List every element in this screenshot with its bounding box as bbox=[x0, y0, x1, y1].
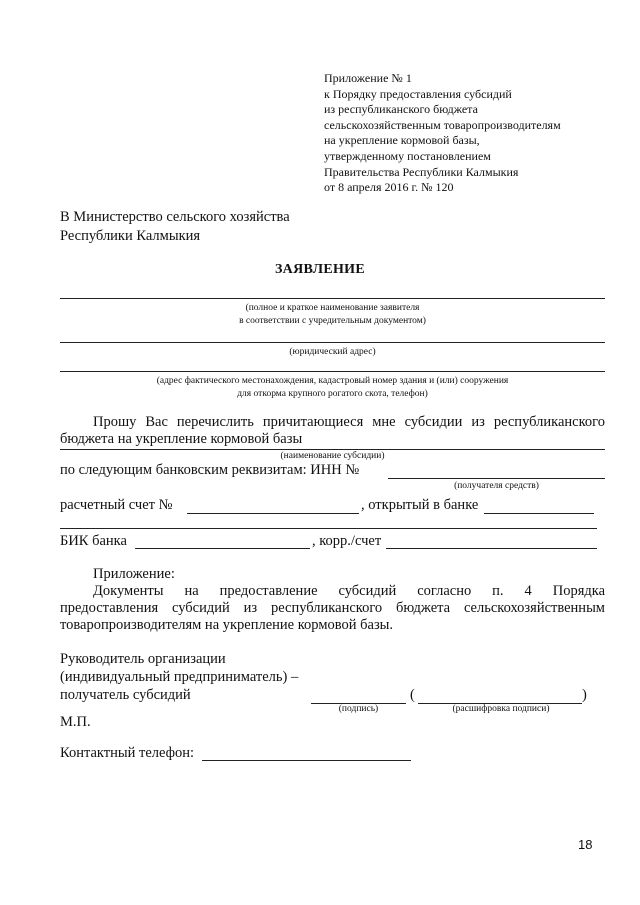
signature-line-2: (индивидуальный предприниматель) – bbox=[60, 669, 299, 685]
addressee-line-1: В Министерство сельского хозяйства bbox=[60, 209, 290, 225]
legal-address-caption: (юридический адрес) bbox=[289, 347, 376, 357]
bik-field[interactable] bbox=[135, 548, 310, 549]
appendix-line: от 8 апреля 2016 г. № 120 bbox=[324, 180, 454, 195]
stamp-label: М.П. bbox=[60, 714, 91, 730]
contact-phone-field[interactable] bbox=[202, 760, 411, 761]
bank-name-field-continued[interactable] bbox=[60, 528, 597, 529]
account-label: расчетный счет № bbox=[60, 497, 173, 513]
applicant-name-field[interactable] bbox=[60, 298, 605, 299]
attachment-line-2: предоставления субсидий из республиканского бюджета сельскохозяйственным bbox=[60, 600, 605, 616]
appendix-block bbox=[324, 71, 561, 196]
appendix-line: утвержденному постановлением bbox=[324, 148, 491, 163]
bank-name-field[interactable] bbox=[484, 513, 594, 514]
recipient-caption: (получателя средств) bbox=[454, 481, 539, 491]
signature-line-3: получатель субсидий bbox=[60, 687, 191, 703]
attachment-line-3: товаропроизводителям на укрепление кормовой базы. bbox=[60, 617, 394, 633]
corr-account-label: , корр./счет bbox=[312, 533, 382, 549]
open-paren: ( bbox=[410, 687, 415, 703]
bik-label: БИК банка bbox=[60, 533, 127, 549]
applicant-name-caption-2: в соответствии с учредительным документом) bbox=[239, 316, 426, 326]
request-line-1: Прошу Вас перечислить причитающиеся мне субсидии из республиканского bbox=[93, 414, 605, 430]
appendix-line: из республиканского бюджета bbox=[324, 102, 478, 117]
legal-address-field[interactable] bbox=[60, 342, 605, 343]
appendix-line: Приложение № 1 bbox=[324, 71, 412, 85]
inn-field[interactable] bbox=[388, 478, 605, 479]
subsidy-name-field[interactable] bbox=[60, 449, 605, 450]
appendix-line: сельскохозяйственным товаропроизводителям bbox=[324, 117, 561, 132]
opened-in-bank-label: , открытый в банке bbox=[361, 497, 479, 513]
contact-phone-label: Контактный телефон: bbox=[60, 745, 195, 761]
attachment-heading: Приложение: bbox=[93, 566, 175, 582]
signature-caption: (подпись) bbox=[338, 704, 379, 714]
bank-details-label: по следующим банковским реквизитам: ИНН № bbox=[60, 462, 360, 478]
close-paren: ) bbox=[582, 687, 587, 703]
actual-address-caption-2: для откорма крупного рогатого скота, телефон) bbox=[237, 389, 428, 399]
subsidy-name-caption: (наименование субсидии) bbox=[280, 451, 385, 461]
attachment-line-1: Документы на предоставление субсидий согласно п. 4 Порядка bbox=[93, 583, 605, 599]
page-number: 18 bbox=[578, 837, 593, 852]
actual-address-caption-1: (адрес фактического местонахождения, кадастровый номер здания и (или) сооружения bbox=[156, 376, 509, 386]
request-line-2: бюджета на укрепление кормовой базы bbox=[60, 431, 303, 447]
document-title: ЗАЯВЛЕНИЕ bbox=[274, 262, 365, 277]
appendix-line: к Порядку предоставления субсидий bbox=[324, 86, 512, 101]
appendix-line: на укрепление кормовой базы, bbox=[324, 133, 480, 148]
addressee-block bbox=[60, 208, 290, 246]
signature-decode-caption: (расшифровка подписи) bbox=[452, 704, 550, 714]
corr-account-field[interactable] bbox=[386, 548, 597, 549]
addressee-line-2: Республики Калмыкия bbox=[60, 228, 201, 244]
account-field[interactable] bbox=[187, 513, 359, 514]
applicant-name-caption-1: (полное и краткое наименование заявителя bbox=[245, 303, 420, 313]
actual-address-field[interactable] bbox=[60, 371, 605, 372]
signature-line-1: Руководитель организации bbox=[60, 651, 226, 667]
appendix-line: Правительства Республики Калмыкия bbox=[324, 164, 519, 179]
